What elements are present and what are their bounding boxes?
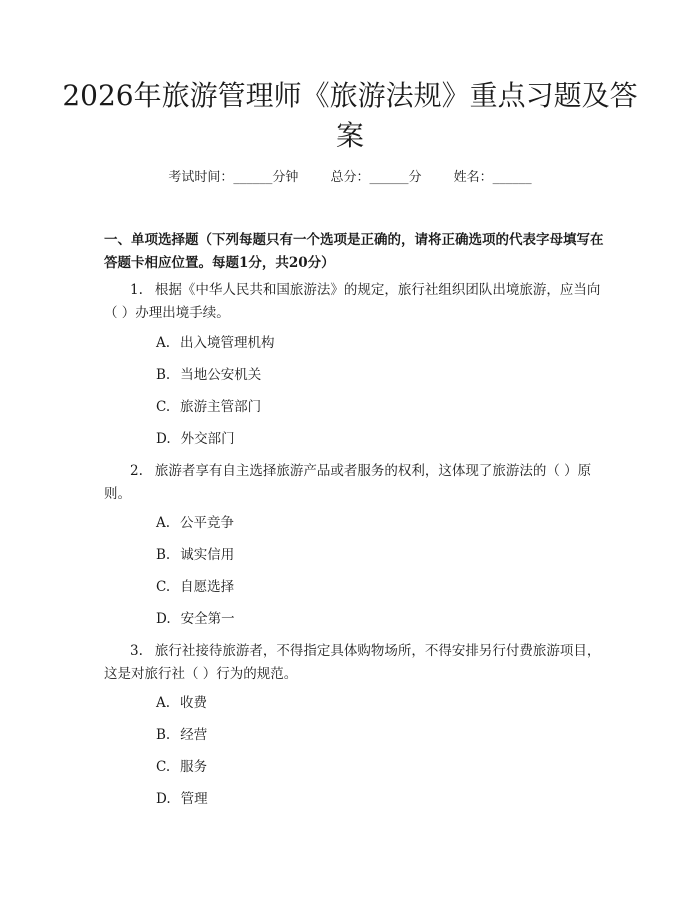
option-text: 出入境管理机构 [180,335,275,351]
question-number: 1. [130,282,143,298]
question-2 [104,460,604,506]
option-text: 旅游主管部门 [180,399,262,415]
question-3-option-a [156,693,207,713]
question-3 [104,640,604,686]
option-text: 经营 [180,727,208,743]
option-text: 诚实信用 [180,547,235,563]
question-2-option-b [156,545,234,565]
option-text: 公平竞争 [180,515,235,531]
option-letter: C. [156,399,171,415]
option-text: 外交部门 [180,431,235,447]
question-1 [104,279,604,325]
question-text: 旅行社接待旅游者，不得指定具体购物场所，不得安排另行付费旅游项目，这是对旅行社（ ）行为的规范。 [104,643,601,682]
option-text: 服务 [180,759,208,775]
question-2-option-c [156,577,234,597]
option-text: 收费 [180,695,208,711]
question-3-option-c [156,757,207,777]
question-1-option-a [156,333,275,353]
question-1-option-d [156,429,235,449]
option-letter: A. [156,695,171,711]
section-heading: 一、单项选择题（下列每题只有一个选项是正确的，请将正确选项的代表字母填写在答题卡相应位置。每题1分，共20分） [104,232,604,271]
option-letter: D. [156,431,171,447]
option-letter: D. [156,791,171,807]
question-text: 旅游者享有自主选择旅游产品或者服务的权利，这体现了旅游法的（ ）原则。 [104,463,592,502]
name-field: 姓名：______ [453,170,532,185]
exam-meta [0,168,700,188]
question-1-option-c [156,397,261,417]
question-2-option-a [156,513,234,533]
document-title: 2026年旅游管理师《旅游法规》重点习题及答案 [62,79,638,152]
option-text: 管理 [180,791,208,807]
question-number: 3. [130,643,143,659]
option-letter: A. [156,515,171,531]
question-1-option-b [156,365,261,385]
total-score-field: 总分：______分 [330,170,422,185]
option-letter: C. [156,759,171,775]
option-text: 安全第一 [180,611,235,627]
exam-time-field: 考试时间：______分钟 [168,170,299,185]
option-letter: A. [156,335,171,351]
question-2-option-d [156,609,235,629]
option-text: 当地公安机关 [180,367,262,383]
option-letter: B. [156,727,171,743]
option-letter: B. [156,547,171,563]
option-letter: D. [156,611,171,627]
question-text: 根据《中华人民共和国旅游法》的规定，旅行社组织团队出境旅游，应当向（ ）办理出境手续。 [104,282,601,321]
option-letter: C. [156,579,171,595]
question-number: 2. [130,463,143,479]
option-text: 自愿选择 [180,579,235,595]
question-3-option-d [156,789,208,809]
question-3-option-b [156,725,207,745]
option-letter: B. [156,367,171,383]
